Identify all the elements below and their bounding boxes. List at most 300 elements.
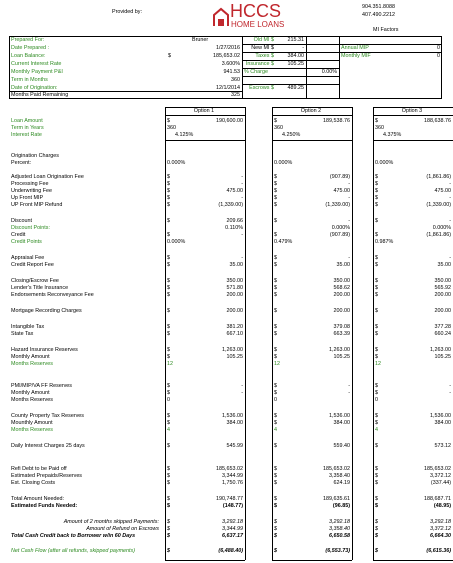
option-2-underwriting: 475.00: [333, 188, 350, 194]
option-2-credit-report-currency: $: [274, 262, 277, 268]
option-2-title-ins: 568.62: [333, 285, 350, 291]
option-3-est-funds-currency: $: [375, 503, 378, 509]
option-1-closing-costs-currency: $: [167, 480, 170, 486]
option-3-closing-costs: (337.44): [430, 480, 451, 486]
option-2-hazard: 1,263.00: [329, 347, 350, 353]
option-3-closing-fee-currency: $: [375, 278, 378, 284]
option-1-endorsements-currency: $: [167, 292, 170, 298]
row-label-skipped: Amount of 2 months skipped Payments:: [63, 519, 159, 525]
monthly-mif-label: Monthly MIF: [341, 53, 371, 59]
option-1-est-prepaids: 3,344.99: [222, 473, 243, 479]
option-3-closing-costs-currency: $: [375, 480, 378, 486]
option-1-total-needed: 190,748.77: [216, 496, 243, 502]
option-3-credit: (1,861.86): [426, 232, 451, 238]
row-label-appraisal: Appraisal Fee: [11, 255, 45, 261]
row-label-endorsements: Endorsements Reconveyance Fee: [11, 292, 94, 298]
option-1-est-funds-currency: $: [167, 503, 170, 509]
option-2-ufmip-refund: (1,339.00): [325, 202, 350, 208]
option-2-appraisal: -: [348, 255, 350, 261]
logo-letters: HCCS: [230, 1, 282, 21]
option-2-closing-fee-currency: $: [274, 278, 277, 284]
option-1-closing-fee: 350.00: [226, 278, 243, 284]
row-label-closing-costs: Est. Closing Costs: [11, 480, 56, 486]
option-2-refi-payoff-currency: $: [274, 466, 277, 472]
option-1-credit-report-currency: $: [167, 262, 170, 268]
option-1-net-cash: (6,488.40): [218, 548, 243, 554]
option-1-credit: -: [241, 232, 243, 238]
term-months-value: 360: [231, 77, 240, 83]
option-2-pmi-reserves: -: [348, 383, 350, 389]
option-3-county-tax-currency: $: [375, 413, 378, 419]
months-remaining-value: 325: [231, 92, 240, 98]
option-2-ufmip-refund-currency: $: [274, 202, 277, 208]
row-label-total-cash-back: Total Cash Credit back to Borrower w/in 60 Days: [11, 533, 136, 539]
row-label-mortgage-rec: Mortgage Recording Charges: [11, 308, 82, 314]
row-label-title-ins: Lender's Title Insurance: [11, 285, 69, 291]
option-2-hazard-monthly-currency: $: [274, 354, 277, 360]
option-2-processing: -: [348, 181, 350, 187]
option-3-credit-report-currency: $: [375, 262, 378, 268]
option-3-discount-currency: $: [375, 218, 378, 224]
option-1-intangible-currency: $: [167, 324, 170, 330]
option-3-total-needed: 188,687.71: [424, 496, 451, 502]
option-2-pmi-monthly-currency: $: [274, 390, 277, 396]
option-2-credit-currency: $: [274, 232, 277, 238]
option-2-processing-currency: $: [274, 181, 277, 187]
row-label-hazard-monthly: Monthly Amount: [11, 354, 50, 360]
option-2-pmi-monthly: -: [348, 390, 350, 396]
option-3-escrow-refund: 3,372.12: [430, 526, 451, 532]
option-3-endorsements-currency: $: [375, 292, 378, 298]
option-1-county-months: 4: [167, 427, 170, 433]
option-2-endorsements-currency: $: [274, 292, 277, 298]
option-1-est-funds: (148.77): [222, 503, 243, 509]
option-3-county-tax: 1,536.00: [430, 413, 451, 419]
option-2-refi-payoff: 185,653.02: [323, 466, 350, 472]
option-3-ufmip-refund: (1,339.00): [426, 202, 451, 208]
option-3-county-months: 4: [375, 427, 378, 433]
option-3-total-cash-back: 6,664.30: [430, 533, 451, 539]
option-1-intangible: 381.20: [226, 324, 243, 330]
option-2-total-cash-back: 6,650.58: [329, 533, 350, 539]
option-2-percent: 0.000%: [274, 160, 293, 166]
option-3-credit-currency: $: [375, 232, 378, 238]
option-2-closing-fee: 350.00: [333, 278, 350, 284]
option-1-refi-payoff-currency: $: [167, 466, 170, 472]
option-1-appraisal: -: [241, 255, 243, 261]
pct-charge-value: 0.00%: [321, 69, 337, 75]
option-1-appraisal-currency: $: [167, 255, 170, 261]
option-3-mortgage-rec: 200.00: [434, 308, 451, 314]
option-2-discount-points: 0.000%: [331, 225, 350, 231]
row-label-pmi-reserves: PMI/MIP/VA FF Reserves: [11, 383, 73, 389]
row-label-pmi-months: Months Reserves: [11, 397, 53, 403]
option-2-credit-points: 0.479%: [274, 239, 293, 245]
origination-date-label: Date of Origination:: [11, 85, 58, 91]
date-prepared-label: Date Prepared :: [11, 45, 50, 51]
option-1-percent: 0.000%: [167, 160, 186, 166]
option-2-title-ins-currency: $: [274, 285, 277, 291]
row-label-closing-fee: Closing/Escrow Fee: [11, 278, 59, 284]
option-3-mortgage-rec-currency: $: [375, 308, 378, 314]
option-3-est-prepaids: 3,372.12: [430, 473, 451, 479]
option-1-mortgage-rec: 200.00: [226, 308, 243, 314]
option-2-appraisal-currency: $: [274, 255, 277, 261]
row-label-credit-report: Credit Report Fee: [11, 262, 54, 268]
option-2-discount: -: [348, 218, 350, 224]
option-3-county-monthly-currency: $: [375, 420, 378, 426]
option-2-state-tax: 663.39: [333, 331, 350, 337]
option-1-hazard: 1,263.00: [222, 347, 243, 353]
option-1-pmi-monthly: -: [241, 390, 243, 396]
option-1-pmi-monthly-currency: $: [167, 390, 170, 396]
option-3-ufmip-refund-currency: $: [375, 202, 378, 208]
old-mi-value: 215.31: [287, 37, 304, 43]
option-2-skipped-currency: $: [274, 519, 277, 525]
option-3-endorsements: 200.00: [434, 292, 451, 298]
option-2-hazard-monthly: 105.25: [333, 354, 350, 360]
row-label-pmi-monthly: Monthly Amount: [11, 390, 50, 396]
row-label-escrow-refund: Amount of Refund on Escrows: [86, 526, 159, 532]
option-2-county-tax: 1,536.00: [329, 413, 350, 419]
option-3-est-funds: (48.95): [433, 503, 451, 509]
option-3-pmi-monthly-currency: $: [375, 390, 378, 396]
option-1-pmi-months: 0: [167, 397, 170, 403]
option-2-loan-amount-currency: $: [274, 118, 277, 124]
option-1-discount-points: 0.110%: [225, 225, 243, 231]
option-1-closing-fee-currency: $: [167, 278, 170, 284]
option-3-pmi-reserves: -: [449, 383, 451, 389]
option-3-hazard: 1,263.00: [430, 347, 451, 353]
option-3-rate: 4.375%: [383, 132, 402, 138]
option-3-county-monthly: 384.00: [434, 420, 451, 426]
option-3-term: 360: [375, 125, 384, 131]
row-label-county-months: Months Reserves: [11, 427, 53, 433]
option-2-skipped: 3,292.18: [329, 519, 350, 525]
option-2-loan-amount: 189,538.76: [323, 118, 350, 124]
row-label-hazard-months: Months Reserves: [11, 361, 53, 367]
option-3-hazard-months: 12: [375, 361, 381, 367]
option-2-pmi-months: 0: [274, 397, 277, 403]
row-label-rate: Interest Rate: [11, 132, 42, 138]
row-label-discount-points: Discount Points:: [11, 225, 50, 231]
logo-house-icon: [212, 6, 230, 28]
row-label-state-tax: State Tax: [11, 331, 34, 337]
loan-balance-value: 185,653.02: [213, 53, 240, 59]
option-1-loan-amount-currency: $: [167, 118, 170, 124]
option-1-county-monthly-currency: $: [167, 420, 170, 426]
option-2-escrow-refund-currency: $: [274, 526, 277, 532]
taxes-value: 384.00: [287, 53, 304, 59]
option-3-net-cash-currency: $: [375, 548, 378, 554]
option-2-mortgage-rec-currency: $: [274, 308, 277, 314]
option-2-net-cash: (6,553.73): [325, 548, 350, 554]
option-2-county-monthly: 384.00: [333, 420, 350, 426]
option-1-net-cash-currency: $: [167, 548, 170, 554]
option-1-hazard-monthly: 105.25: [226, 354, 243, 360]
option-1-endorsements: 200.00: [226, 292, 243, 298]
option-3-credit-points: 0.987%: [375, 239, 394, 245]
option-1-refi-payoff: 185,653.02: [216, 466, 243, 472]
prepared-for-value: Bruner: [192, 37, 209, 43]
option-3-adj-orig: (1,861.86): [426, 174, 451, 180]
option-2-hazard-months: 12: [274, 361, 280, 367]
option-3-refi-payoff: 185,653.02: [424, 466, 451, 472]
company-logo: [212, 1, 285, 30]
option-2-up-front-mip: -: [348, 195, 350, 201]
option-1-processing-currency: $: [167, 181, 170, 187]
row-label-net-cash: Net Cash Flow (after all refunds, skipped payments): [11, 548, 136, 554]
option-3-total-needed-currency: $: [375, 496, 378, 502]
option-1-closing-costs: 1,750.76: [222, 480, 243, 486]
option-2-up-front-mip-currency: $: [274, 195, 277, 201]
row-label-daily-interest: Daily Interest Charges 25 days: [11, 443, 85, 449]
row-label-intangible: Intangible Tax: [11, 324, 45, 330]
option-1-escrow-refund: 3,344.99: [222, 526, 243, 532]
option-2-total-needed: 189,635.61: [323, 496, 350, 502]
option-3-daily-interest-currency: $: [375, 443, 378, 449]
option-1-ufmip-refund: (1,339.00): [218, 202, 243, 208]
loan-balance-label: Loan Balance:: [11, 53, 46, 59]
option-1-hazard-months: 12: [167, 361, 173, 367]
option-header: Option 3: [401, 108, 423, 114]
option-3-discount: -: [449, 218, 451, 224]
option-1-mortgage-rec-currency: $: [167, 308, 170, 314]
option-2-total-needed-currency: $: [274, 496, 277, 502]
option-1-up-front-mip: -: [241, 195, 243, 201]
date-prepared-value: 1/27/2016: [216, 45, 240, 51]
interest-rate-label: Current Interest Rate: [11, 61, 62, 67]
annual-mip-label: Annual MIP: [341, 45, 369, 51]
option-2-est-prepaids: 3,358.40: [329, 473, 350, 479]
row-label-ufmip-refund: UP Front MIP Refund: [11, 202, 63, 208]
prepared-for-label: Prepared For:: [11, 37, 45, 43]
option-1-daily-interest-currency: $: [167, 443, 170, 449]
option-1-daily-interest: 545.99: [226, 443, 243, 449]
option-2-daily-interest: 559.40: [333, 443, 350, 449]
option-1-pmi-reserves-currency: $: [167, 383, 170, 389]
option-2-intangible-currency: $: [274, 324, 277, 330]
option-2-est-funds: (96.85): [332, 503, 350, 509]
option-2-intangible: 379.08: [333, 324, 350, 330]
option-2-est-funds-currency: $: [274, 503, 277, 509]
option-2-endorsements: 200.00: [333, 292, 350, 298]
old-mi-label: Old MI $: [253, 37, 274, 43]
option-3-intangible-currency: $: [375, 324, 378, 330]
option-3-pmi-months: 0: [375, 397, 378, 403]
monthly-pi-label: Monthly Payment P&I: [11, 69, 63, 75]
option-1-underwriting: 475.00: [226, 188, 243, 194]
option-3-title-ins-currency: $: [375, 285, 378, 291]
option-2-underwriting-currency: $: [274, 188, 277, 194]
row-label-credit-points: Credit Points: [11, 239, 42, 245]
row-label-loan-amount: Loan Amount: [11, 118, 43, 124]
option-1-adj-orig-currency: $: [167, 174, 170, 180]
row-label-refi-payoff: Refi Debt to be Paid off: [11, 466, 67, 472]
option-3-refi-payoff-currency: $: [375, 466, 378, 472]
origination-date-value: 12/1/2014: [216, 85, 240, 91]
option-3-pmi-monthly: -: [449, 390, 451, 396]
option-2-daily-interest-currency: $: [274, 443, 277, 449]
option-3-pmi-reserves-currency: $: [375, 383, 378, 389]
mi-factors-title: MI Factors: [373, 27, 399, 33]
loan-balance-currency: $: [168, 53, 171, 59]
option-3-underwriting-currency: $: [375, 188, 378, 194]
option-1-est-prepaids-currency: $: [167, 473, 170, 479]
option-3-discount-points: 0.000%: [432, 225, 451, 231]
option-2-county-months: 4: [274, 427, 277, 433]
option-1-state-tax-currency: $: [167, 331, 170, 337]
row-label-term: Term in Years: [11, 125, 44, 131]
pct-charge-label: % Charge: [244, 69, 268, 75]
option-1-total-cash-back-currency: $: [167, 533, 170, 539]
option-1-loan-amount: 190,600.00: [216, 118, 243, 124]
option-2-adj-orig-currency: $: [274, 174, 277, 180]
option-1-adj-orig: -: [241, 174, 243, 180]
option-1-rate: 4.125%: [175, 132, 194, 138]
option-1-title-ins-currency: $: [167, 285, 170, 291]
option-2-county-monthly-currency: $: [274, 420, 277, 426]
option-3-loan-amount: 188,638.76: [424, 118, 451, 124]
escrows-label: Escrows $: [249, 85, 274, 91]
option-1-county-monthly: 384.00: [226, 420, 243, 426]
option-3-up-front-mip-currency: $: [375, 195, 378, 201]
option-3-appraisal: -: [449, 255, 451, 261]
option-3-loan-amount-currency: $: [375, 118, 378, 124]
option-3-percent: 0.000%: [375, 160, 394, 166]
insurance-label: Insurance $: [245, 61, 274, 67]
option-header: Option 2: [300, 108, 322, 114]
option-3-est-prepaids-currency: $: [375, 473, 378, 479]
option-3-daily-interest: 573.12: [434, 443, 451, 449]
option-1-county-tax-currency: $: [167, 413, 170, 419]
option-3-processing: -: [449, 181, 451, 187]
row-label-total-needed: Total Amount Needed:: [11, 496, 65, 502]
option-1-total-needed-currency: $: [167, 496, 170, 502]
option-1-total-cash-back: 6,637.17: [222, 533, 243, 539]
option-2-escrow-refund: 3,358.40: [329, 526, 350, 532]
option-1-processing: -: [241, 181, 243, 187]
option-3-hazard-currency: $: [375, 347, 378, 353]
option-2-closing-costs: 624.19: [333, 480, 350, 486]
option-1-state-tax: 667.10: [226, 331, 243, 337]
option-1-term: 360: [167, 125, 176, 131]
option-1-credit-currency: $: [167, 232, 170, 238]
option-3-underwriting: 475.00: [434, 188, 451, 194]
phone-1: 904.351.8088: [362, 4, 395, 10]
option-3-escrow-refund-currency: $: [375, 526, 378, 532]
option-3-intangible: 377.28: [434, 324, 451, 330]
months-remaining-label: Months Paid Remaining: [11, 92, 69, 98]
option-3-total-cash-back-currency: $: [375, 533, 378, 539]
term-months-label: Term in Months: [11, 77, 48, 83]
option-2-total-cash-back-currency: $: [274, 533, 277, 539]
option-1-discount-currency: $: [167, 218, 170, 224]
row-label-credit: Credit: [11, 232, 26, 238]
option-2-mortgage-rec: 200.00: [333, 308, 350, 314]
interest-rate-value: 3.600%: [221, 61, 240, 67]
option-1-skipped-currency: $: [167, 519, 170, 525]
new-mi-label: New MI $: [251, 45, 274, 51]
option-3-credit-report: 35.00: [437, 262, 451, 268]
option-3-state-tax-currency: $: [375, 331, 378, 337]
option-2-hazard-currency: $: [274, 347, 277, 353]
option-3-title-ins: 565.92: [434, 285, 451, 291]
logo-subtitle: HOME LOANS: [231, 20, 285, 29]
option-3-up-front-mip: -: [449, 195, 451, 201]
row-label-percent: Percent:: [11, 160, 32, 166]
option-1-skipped: 3,292.18: [222, 519, 243, 525]
option-1-credit-points: 0.000%: [167, 239, 186, 245]
option-2-pmi-reserves-currency: $: [274, 383, 277, 389]
option-3-processing-currency: $: [375, 181, 378, 187]
option-1-hazard-currency: $: [167, 347, 170, 353]
row-label-hazard: Hazard Insurance Reserves: [11, 347, 78, 353]
option-3-net-cash: (6,615.36): [426, 548, 451, 554]
row-label-orig-charges: Origination Charges: [11, 153, 59, 159]
option-1-hazard-monthly-currency: $: [167, 354, 170, 360]
option-2-term: 360: [274, 125, 283, 131]
taxes-label: Taxes $: [255, 53, 274, 59]
option-2-est-prepaids-currency: $: [274, 473, 277, 479]
option-1-underwriting-currency: $: [167, 188, 170, 194]
monthly-mif-value: 0: [437, 53, 440, 59]
option-2-state-tax-currency: $: [274, 331, 277, 337]
option-1-discount: 209.66: [226, 218, 243, 224]
option-2-net-cash-currency: $: [274, 548, 277, 554]
option-1-county-tax: 1,536.00: [222, 413, 243, 419]
row-label-est-prepaids: Estimated Prepaids/Reserves: [11, 473, 83, 479]
row-label-county-monthly: Mounthly Amount: [11, 420, 53, 426]
option-2-adj-orig: (907.89): [329, 174, 350, 180]
row-label-est-funds: Estimated Funds Needed:: [11, 503, 78, 509]
phone-2: 407.490.2212: [362, 12, 395, 18]
option-1-escrow-refund-currency: $: [167, 526, 170, 532]
option-2-rate: 4.250%: [282, 132, 301, 138]
option-3-skipped: 3,292.18: [430, 519, 451, 525]
option-1-title-ins: 571.80: [226, 285, 243, 291]
option-2-closing-costs-currency: $: [274, 480, 277, 486]
option-2-county-tax-currency: $: [274, 413, 277, 419]
row-label-adj-orig: Adjusted Loan Origination Fee: [11, 174, 84, 180]
option-2-credit: (907.89): [329, 232, 350, 238]
row-label-underwriting: Underwriting Fee: [11, 188, 53, 194]
option-1-up-front-mip-currency: $: [167, 195, 170, 201]
option-3-hazard-monthly-currency: $: [375, 354, 378, 360]
option-1-ufmip-refund-currency: $: [167, 202, 170, 208]
option-3-appraisal-currency: $: [375, 255, 378, 261]
row-label-county-tax: County Property Tax Reserves: [11, 413, 85, 419]
row-label-discount: Discount: [11, 218, 32, 224]
row-label-processing: Processing Fee: [11, 181, 49, 187]
option-3-closing-fee: 350.00: [434, 278, 451, 284]
option-3-hazard-monthly: 105.25: [434, 354, 451, 360]
option-3-state-tax: 660.24: [434, 331, 451, 337]
annual-mip-value: 0: [437, 45, 440, 51]
escrows-value: 489.25: [287, 85, 304, 91]
option-header: Option 1: [193, 108, 215, 114]
option-2-discount-currency: $: [274, 218, 277, 224]
row-label-up-front-mip: Up Front MIP: [11, 195, 44, 201]
new-mi-value: -: [302, 45, 304, 51]
insurance-value: 105.25: [287, 61, 304, 67]
option-1-pmi-reserves: -: [241, 383, 243, 389]
provided-by-label: Provided by:: [112, 9, 142, 15]
option-2-credit-report: 35.00: [336, 262, 350, 268]
option-3-skipped-currency: $: [375, 519, 378, 525]
monthly-pi-value: 941.53: [223, 69, 240, 75]
option-1-credit-report: 35.00: [229, 262, 243, 268]
